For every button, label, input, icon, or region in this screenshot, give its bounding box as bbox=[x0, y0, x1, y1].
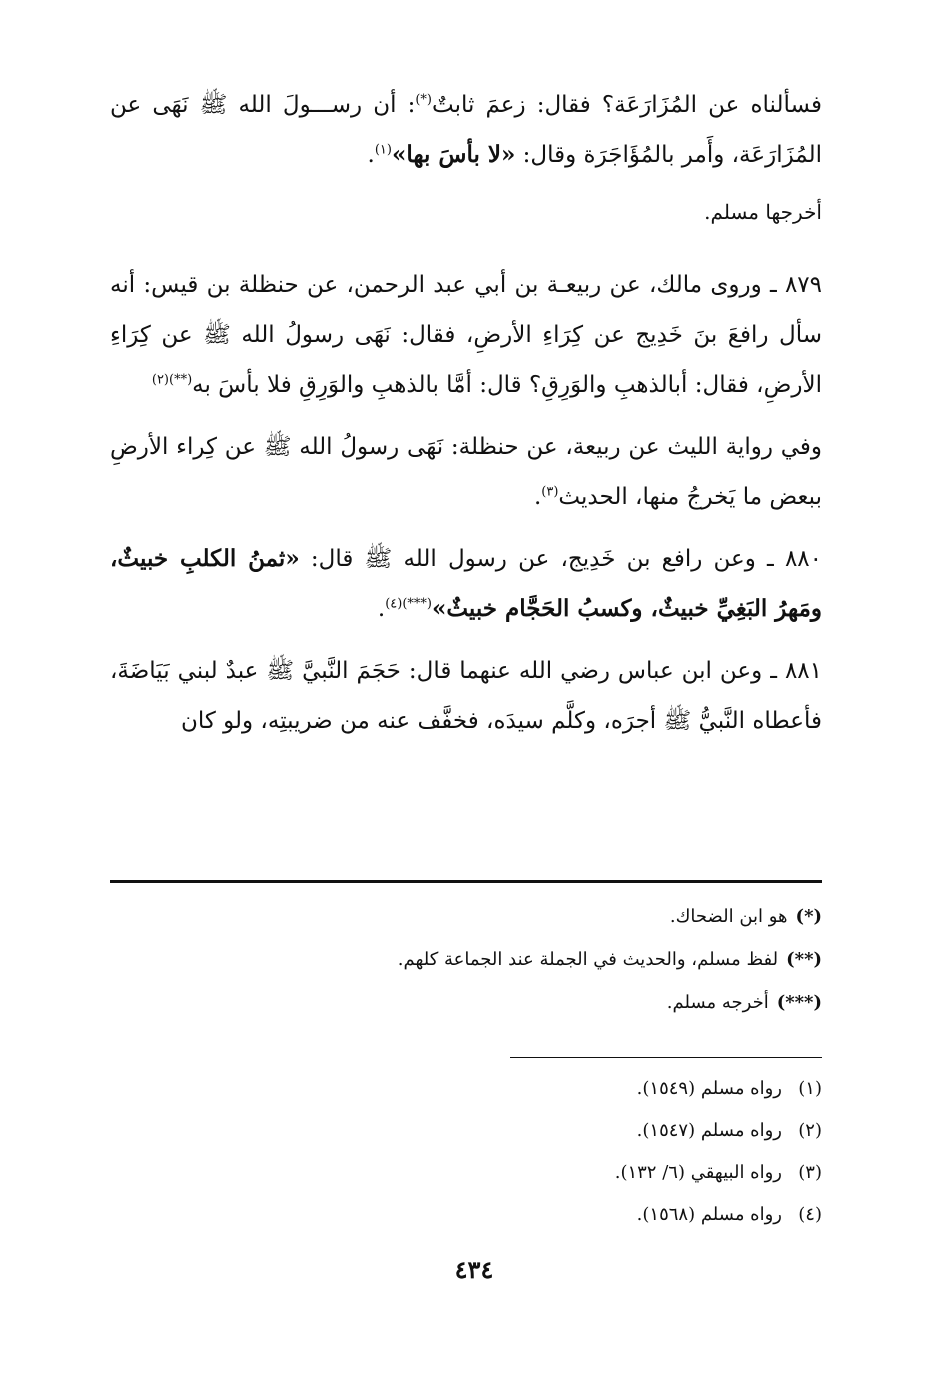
note-text: أخرجه مسلم. bbox=[666, 992, 769, 1013]
text-segment: فسألناه عن المُزَارَعَة؟ فقال: زعمَ ثابتٌ bbox=[431, 92, 822, 118]
note-mark: (*) bbox=[795, 906, 822, 927]
main-text bbox=[110, 80, 822, 758]
text-segment: . bbox=[377, 596, 386, 622]
footnote-ref: (١) bbox=[374, 142, 392, 158]
text-segment: . bbox=[533, 484, 542, 510]
note-item bbox=[110, 938, 822, 981]
paragraph-2: أخرجها مسلم. bbox=[704, 200, 822, 224]
reference-number: (٤) bbox=[798, 1204, 822, 1225]
note-mark: (***) bbox=[776, 992, 822, 1013]
footnote-ref: (***)(٤) bbox=[385, 596, 432, 612]
text-segment: . bbox=[367, 142, 375, 168]
hadith-quote: «ثمنُ الكلبِ خبيثٌ، ومَهرُ البَغِيِّ خبيثٌ، وكسبُ الحَجَّام خبيثٌ» bbox=[110, 545, 822, 622]
reference-text: رواه مسلم (١٥٤٩). bbox=[636, 1078, 782, 1099]
text-segment: : أن رســـولَ الله ﷺ نَهَى عن المُزَارَعَة، وأَمر بالمُؤَاجَرَة وقال: bbox=[110, 92, 822, 168]
note-text: هو ابن الضحاك. bbox=[669, 906, 788, 927]
text-segment: ٨٨٠ ـ وعن رافع بن خَدِيج، عن رسول الله ﷺ قال: bbox=[310, 546, 822, 572]
reference-text: رواه مسلم (١٥٦٨). bbox=[636, 1204, 782, 1225]
footnote-ref: (٣) bbox=[541, 484, 559, 500]
hadith-881: ٨٨١ ـ وعن ابن عباس رضي الله عنهما قال: حَجَمَ النَّبيَّ ﷺ عبدٌ لبني بَيَاضَةَ، فأعطاه النَّبيُّ ﷺ أجرَه، وكلَّم سيدَه، فخفَّف عنه من ضريبتِه، ولو كان bbox=[110, 658, 822, 734]
text-segment: ٨٧٩ ـ وروى مالك، عن ربيعـة بن أبي عبد الرحمن، عن حنظلة بن قيس: أنه سأل رافعَ بنَ خَدِيج عن كِرَاءِ الأرضِ، فقال: نَهَى رسولُ الله ﷺ عن كِرَاءِ الأرضِ، فقال: أبالذهبِ والوَرِقِ؟ قال: أمَّا بالذهبِ والوَرِقِ فلا بأسَ به bbox=[110, 272, 822, 398]
hadith-quote: «لا بأسَ بها» bbox=[391, 141, 516, 168]
reference-item bbox=[110, 1068, 822, 1110]
reference-item bbox=[110, 1110, 822, 1152]
reference-divider bbox=[510, 1057, 822, 1058]
note-item bbox=[110, 981, 822, 1024]
hadith-879 bbox=[110, 260, 822, 410]
footnote-marker: (*) bbox=[415, 92, 432, 108]
paragraph-laith bbox=[110, 422, 822, 522]
reference-text: رواه البيهقي (٦/ ١٣٢). bbox=[614, 1162, 782, 1183]
text-segment: وفي رواية الليث عن ربيعة، عن حنظلة: نَهَى رسولُ الله ﷺ عن كِراء الأرضِ ببعض ما يَخرجُ منها، الحديث bbox=[110, 434, 822, 510]
reference-text: رواه مسلم (١٥٤٧). bbox=[636, 1120, 782, 1141]
editor-notes bbox=[110, 895, 822, 1024]
footnote-divider bbox=[110, 880, 822, 883]
reference-number: (١) bbox=[798, 1078, 822, 1099]
page-number: ٤٣٤ bbox=[454, 1255, 494, 1284]
reference-item bbox=[110, 1194, 822, 1236]
hadith-880 bbox=[110, 534, 822, 634]
note-mark: (**) bbox=[786, 949, 822, 970]
references bbox=[110, 1068, 822, 1236]
paragraph-1 bbox=[110, 80, 822, 180]
reference-number: (٣) bbox=[798, 1162, 822, 1183]
reference-item bbox=[110, 1152, 822, 1194]
note-item bbox=[110, 895, 822, 938]
footnote-ref: (**)(٢) bbox=[151, 372, 193, 388]
reference-number: (٢) bbox=[798, 1120, 822, 1141]
note-text: لفظ مسلم، والحديث في الجملة عند الجماعة كلهم. bbox=[397, 949, 779, 970]
